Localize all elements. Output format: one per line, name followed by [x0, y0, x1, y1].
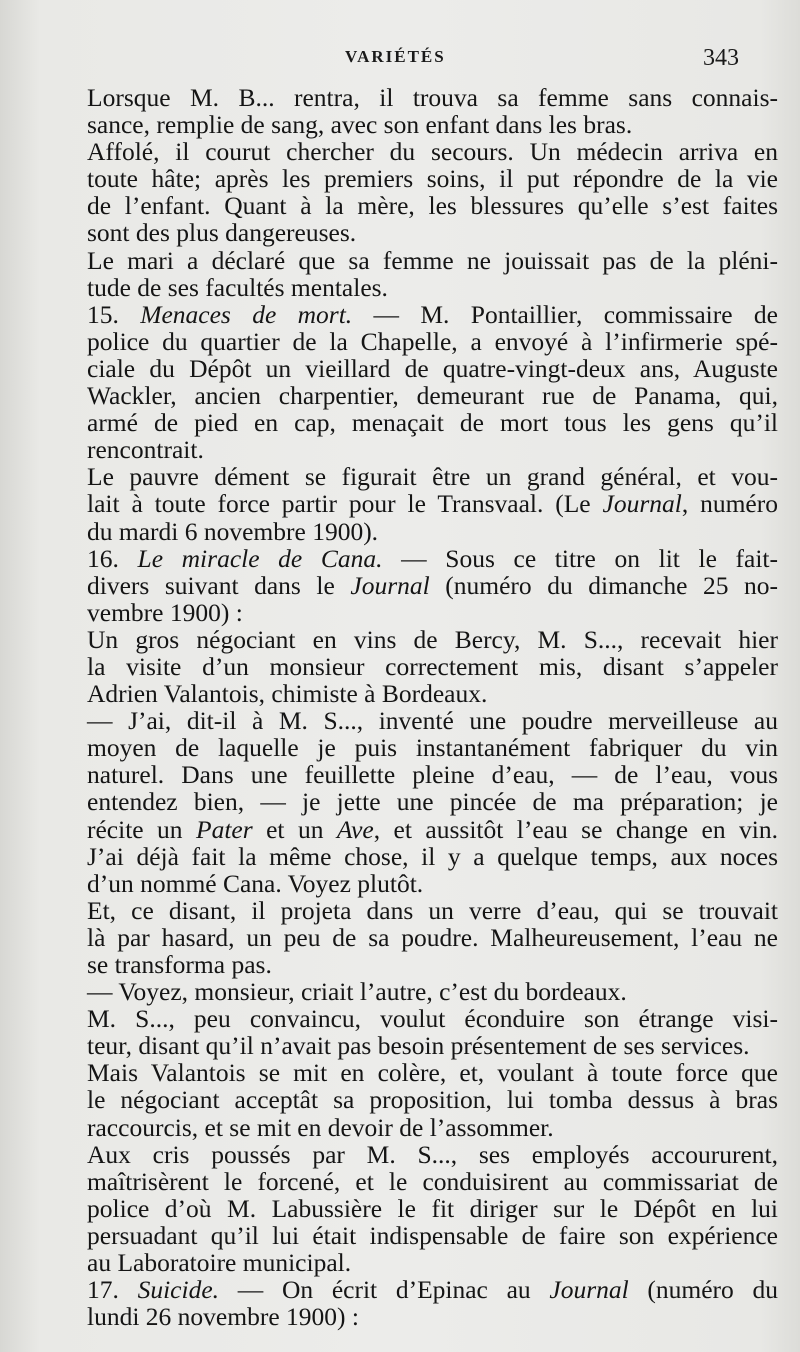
text-line: armé de pied en cap, menaçait de mort tous les gens qu’il	[87, 408, 778, 438]
text-line: divers suivant dans le Journal (numéro du dimanche 25 no-	[87, 570, 778, 600]
text-line: Lorsque M. B... rentra, il trouva sa femme sans connais-	[87, 83, 778, 112]
paragraph	[56, 707, 778, 897]
paragraph	[56, 247, 778, 301]
text-line: la visite d’un monsieur correctement mis, disant s’appeler	[87, 651, 778, 681]
text-line: vembre 1900) :	[87, 597, 243, 627]
text-line: maîtrisèrent le forcené, et le conduisirent au commissariat de	[87, 1166, 778, 1196]
text-line: — Voyez, monsieur, criait l’autre, c’est du bordeaux.	[87, 977, 627, 1007]
text-line: le négociant acceptât sa proposition, lui tomba dessus à bras	[87, 1085, 778, 1115]
text-line: — J’ai, dit-il à M. S..., inventé une poudre merveilleuse au	[87, 706, 778, 736]
text-line: Un gros négociant en vins de Bercy, M. S..., recevait hier	[87, 624, 778, 654]
paragraph	[56, 626, 778, 707]
paragraph	[56, 463, 778, 544]
text-line: Adrien Valantois, chimiste à Bordeaux.	[87, 679, 488, 709]
text-line: J’ai déjà fait la même chose, il y a quelque temps, aux noces	[87, 841, 778, 871]
text-line: moyen de laquelle je puis instantanément fabriquer du vin	[87, 733, 778, 763]
text-line: M. S..., peu convaincu, voulut éconduire son étrange visi-	[87, 1004, 778, 1034]
text-line: Affolé, il courut chercher du secours. Un médecin arriva en	[87, 137, 778, 167]
text-line: récite un Pater et un Ave, et aussitôt l’eau se change en vin.	[87, 814, 778, 844]
text-line: 15. Menaces de mort. — M. Pontaillier, commissaire de	[87, 299, 778, 329]
text-line: ciale du Dépôt un vieillard de quatre-vingt-deux ans, Auguste	[87, 353, 778, 383]
paragraph	[56, 1276, 778, 1330]
text-line: là par hasard, un peu de sa poudre. Malheureusement, l’eau ne	[87, 922, 778, 952]
paragraph	[56, 84, 778, 138]
text-line: naturel. Dans une feuillette pleine d’eau, — de l’eau, vous	[87, 760, 778, 790]
paragraph	[56, 1059, 778, 1140]
text-line: Le mari a déclaré que sa femme ne jouissait pas de la pléni-	[87, 245, 778, 275]
text-line: sont des plus dangereuses.	[87, 218, 357, 248]
body-text	[56, 84, 778, 1330]
text-line: rencontrait.	[87, 435, 204, 465]
text-line: au Laboratoire municipal.	[87, 1248, 352, 1278]
text-line: police du quartier de la Chapelle, a envoyé à l’infirmerie spé-	[87, 326, 778, 356]
page-number: 343	[703, 45, 739, 71]
paragraph	[56, 545, 778, 626]
text-line: toute hâte; après les premiers soins, il put répondre de la vie	[87, 164, 778, 194]
text-line: entendez bien, — je jette une pincée de ma préparation; je	[87, 787, 778, 817]
text-line: de l’enfant. Quant à la mère, les blessures qu’elle s’est faites	[87, 191, 778, 221]
text-line: d’un nommé Cana. Voyez plutôt.	[87, 868, 424, 898]
paragraph	[56, 1141, 778, 1276]
text-line: sance, remplie de sang, avec son enfant dans les bras.	[87, 110, 633, 140]
paragraph	[56, 978, 778, 1005]
text-line: du mardi 6 novembre 1900).	[87, 516, 379, 546]
text-line: tude de ses facultés mentales.	[87, 272, 388, 302]
text-line: lundi 26 novembre 1900) :	[87, 1302, 359, 1332]
text-line: Mais Valantois se mit en colère, et, voulant à toute force que	[87, 1058, 778, 1088]
text-line: se transforma pas.	[87, 950, 272, 979]
text-line: 17. Suicide. — On écrit d’Epinac au Journal (numéro du	[87, 1275, 779, 1305]
text-line: raccourcis, et se mit en devoir de l’assommer.	[87, 1112, 554, 1142]
text-line: lait à toute force partir pour le Transvaal. (Le Journal, numéro	[87, 489, 778, 519]
page-header	[0, 45, 800, 75]
text-line: persuadant qu’il lui était indispensable de faire son expérience	[87, 1220, 778, 1250]
paragraph	[56, 897, 778, 978]
paragraph	[56, 301, 778, 464]
running-title: VARIÉTÉS	[345, 47, 446, 66]
text-line: Le pauvre dément se figurait être un grand général, et vou-	[87, 462, 778, 492]
text-line: Et, ce disant, il projeta dans un verre d’eau, qui se trouvait	[87, 895, 778, 925]
text-line: teur, disant qu’il n’avait pas besoin présentement de ses services.	[87, 1031, 750, 1061]
paragraph	[56, 138, 778, 246]
text-line: police d’où M. Labussière le fit diriger sur le Dépôt en lui	[87, 1193, 778, 1223]
text-line: Wackler, ancien charpentier, demeurant rue de Panama, qui,	[87, 381, 778, 411]
text-line: Aux cris poussés par M. S..., ses employés accoururent,	[87, 1139, 778, 1169]
text-line: 16. Le miracle de Cana. — Sous ce titre on lit le fait-	[87, 543, 779, 573]
paragraph	[56, 1005, 778, 1059]
